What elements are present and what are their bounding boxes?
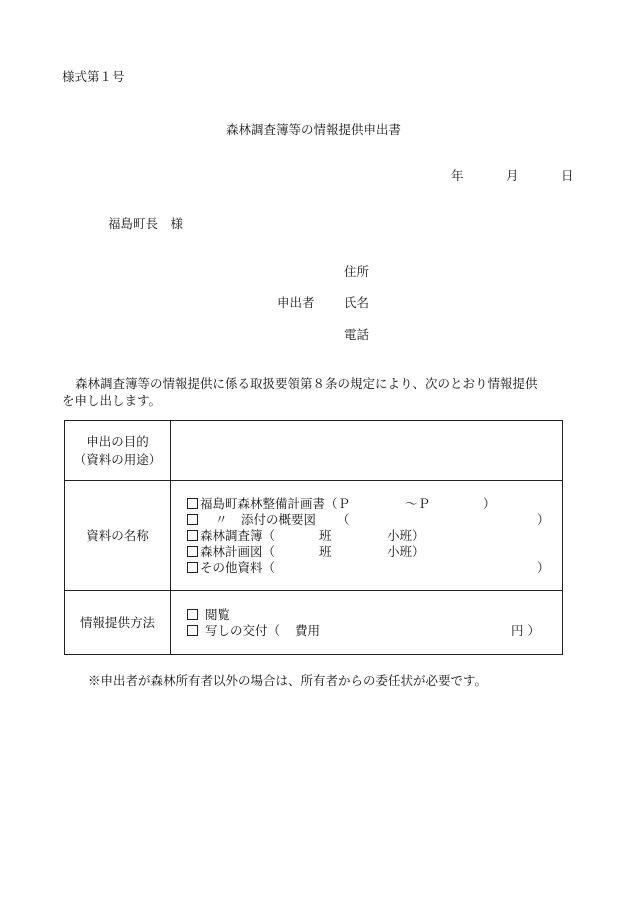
- method-option-view[interactable]: 閲覧: [187, 607, 562, 623]
- checkbox-icon[interactable]: [187, 546, 198, 557]
- date-month: 月: [506, 168, 519, 183]
- body-text-line2: を申し出します。: [62, 393, 162, 408]
- checkbox-icon[interactable]: [187, 625, 198, 636]
- materials-row: [65, 481, 563, 591]
- material-item-forest-plan[interactable]: 福島町森林整備計画書（Ｐ ～Ｐ ）: [187, 496, 562, 512]
- footnote: ※申出者が森林所有者以外の場合は、所有者からの委任状が必要です。: [88, 673, 488, 688]
- material-item-plan-map[interactable]: 森林計画図（ 班 小班）: [187, 544, 562, 560]
- name-label: 氏名: [344, 295, 370, 310]
- address-label: 住所: [344, 264, 370, 279]
- applicant-label: 申出者: [277, 295, 315, 310]
- materials-field: [171, 481, 563, 591]
- checkbox-icon[interactable]: [187, 562, 198, 573]
- material-item-overview-map[interactable]: 〃 添付の概要図 （ ）: [187, 512, 562, 528]
- materials-label: 資料の名称: [65, 481, 171, 591]
- purpose-row: [65, 421, 563, 481]
- method-option-copy[interactable]: 写しの交付（ 費用 円 ）: [187, 623, 562, 639]
- date-year: 年: [451, 168, 464, 183]
- body-text-line1: 森林調査簿等の情報提供に係る取扱要領第８条の規定により、次のとおり情報提供: [75, 376, 538, 391]
- phone-label: 電話: [344, 327, 370, 342]
- method-row: [65, 591, 563, 655]
- page-title: 森林調査簿等の情報提供申出書: [226, 122, 402, 137]
- request-table: [64, 420, 563, 655]
- purpose-label: 申出の目的 （資料の用途）: [65, 421, 171, 481]
- method-field: [171, 591, 563, 655]
- ditto-mark: 〃: [215, 511, 228, 527]
- checkbox-icon[interactable]: [187, 514, 198, 525]
- addressee: 福島町長 様: [108, 216, 184, 231]
- checkbox-icon[interactable]: [187, 609, 198, 620]
- material-item-survey-register[interactable]: 森林調査簿（ 班 小班）: [187, 528, 562, 544]
- date-day: 日: [561, 168, 574, 183]
- purpose-field[interactable]: [171, 421, 563, 481]
- material-item-other[interactable]: その他資料（ ）: [187, 560, 562, 576]
- checkbox-icon[interactable]: [187, 530, 198, 541]
- method-label: 情報提供方法: [65, 591, 171, 655]
- form-number: 様式第１号: [62, 69, 125, 84]
- checkbox-icon[interactable]: [187, 498, 198, 509]
